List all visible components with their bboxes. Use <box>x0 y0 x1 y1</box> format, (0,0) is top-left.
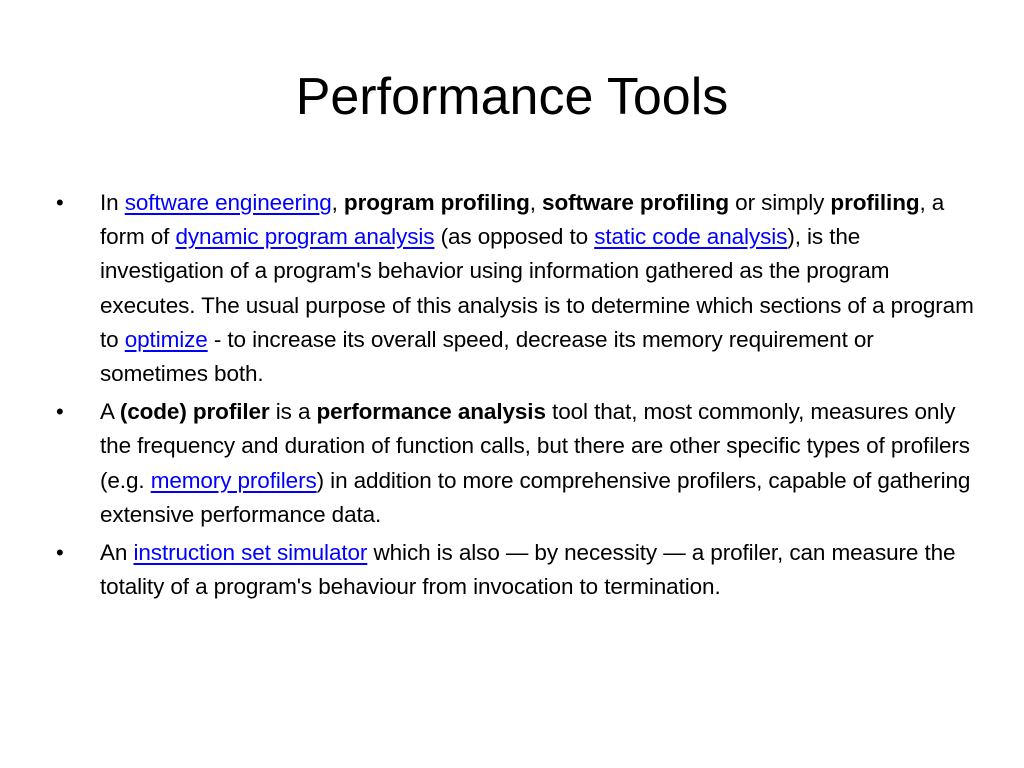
bullet-item-code-profiler <box>56 395 976 532</box>
text-segment: or simply <box>729 190 831 215</box>
link-software-engineering[interactable]: software engineering <box>124 190 332 215</box>
text-segment: ) in addition to more comprehensive profilers, capable of gathering extensive performance data. <box>100 467 971 527</box>
bold-term: performance analysis <box>316 399 546 425</box>
bold-term: (code) profiler <box>119 399 270 425</box>
text-segment: An <box>100 540 134 566</box>
bullet-icon: • <box>56 190 64 215</box>
text-segment: , a form of <box>100 190 945 250</box>
text-segment: (as opposed to <box>434 224 595 250</box>
link-optimize[interactable]: optimize <box>124 326 208 352</box>
text-segment: , <box>331 190 344 215</box>
text-segment: - to increase its overall speed, decrease its memory requirement or sometimes both. <box>100 326 874 387</box>
link-static-code-analysis[interactable]: static code analysis <box>594 224 788 250</box>
text-segment: is a <box>269 399 317 425</box>
bullet-icon: • <box>56 399 64 425</box>
bold-term: software profiling <box>542 190 729 215</box>
bullet-list <box>56 186 976 608</box>
text-segment: which is also — by necessity — a profiler, can measure the totality of a program's behaviour from invocation to termination. <box>100 540 956 600</box>
link-memory-profilers[interactable]: memory profilers <box>150 467 317 493</box>
text-segment: tool that, most commonly, measures only the frequency and duration of function calls, but there are other specific types of profilers (e.g. <box>100 399 970 493</box>
text-segment: , <box>529 190 543 215</box>
text-segment: ), is the investigation of a program's behavior using information gathered as the program executes. The usual purpose of this analysis is to determine which sections of a program to <box>100 224 974 352</box>
text-segment: In <box>100 190 125 215</box>
text-segment: A <box>100 399 120 425</box>
link-dynamic-program-analysis[interactable]: dynamic program analysis <box>175 224 435 250</box>
link-instruction-set-simulator[interactable]: instruction set simulator <box>133 540 368 566</box>
bold-term: profiling <box>830 190 920 215</box>
bullet-icon: • <box>56 540 64 566</box>
bullet-item-instruction-set-simulator <box>56 536 976 604</box>
bullet-item-profiling <box>56 186 976 391</box>
bold-term: program profiling <box>343 190 530 215</box>
slide-title: Performance Tools <box>295 68 729 126</box>
